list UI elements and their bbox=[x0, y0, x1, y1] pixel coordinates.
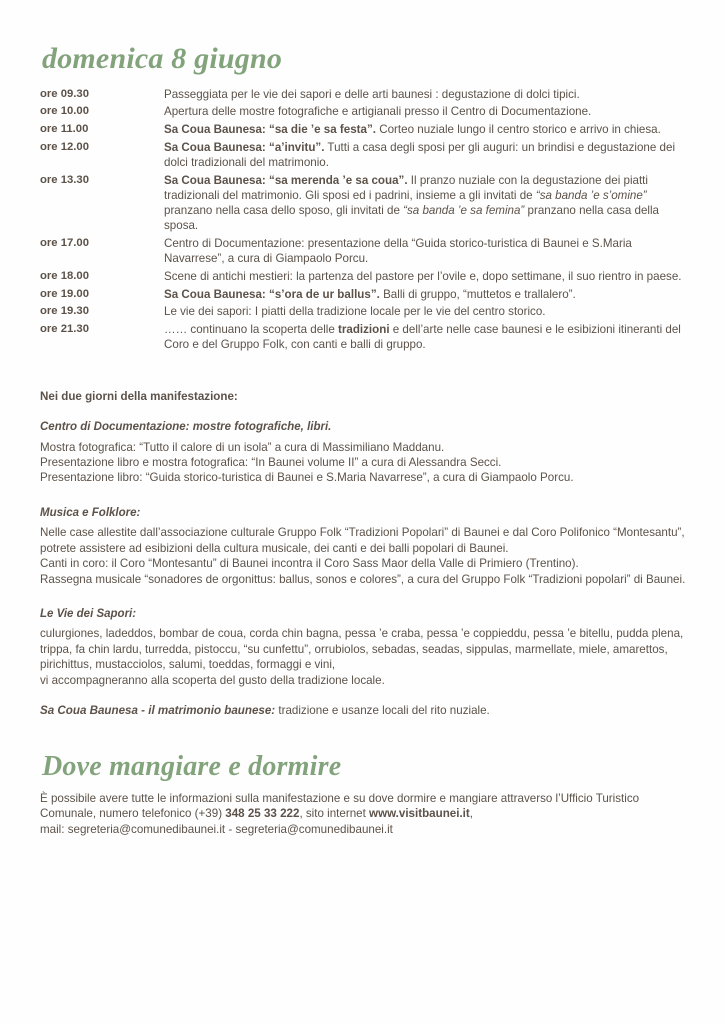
schedule-description bbox=[164, 322, 695, 352]
content-column bbox=[40, 44, 695, 838]
schedule-description bbox=[164, 104, 695, 119]
info-group-line: Presentazione libro e mostra fotografica: “In Baunei volume II” a cura di Alessandra Secci. bbox=[40, 456, 502, 470]
contact-mid-text: , sito internet bbox=[299, 807, 370, 821]
info-groups bbox=[40, 420, 695, 688]
info-group bbox=[40, 506, 695, 587]
schedule-text-fragment: …… continuano la scoperta delle bbox=[164, 322, 339, 336]
schedule-time: ore 17.00 bbox=[40, 236, 89, 249]
schedule-time: ore 19.00 bbox=[40, 287, 89, 300]
schedule-row bbox=[40, 304, 695, 319]
info-group-heading: Le Vie dei Sapori: bbox=[40, 607, 137, 620]
two-days-lead: Nei due giorni della manifestazione: bbox=[40, 389, 238, 403]
schedule-row bbox=[40, 122, 695, 137]
schedule-text-fragment: Scene di antichi mestieri: la partenza del pastore per l’ovile e, dopo settimane, il suo rientro in paese. bbox=[164, 269, 682, 283]
spacer bbox=[40, 486, 695, 506]
schedule-text-fragment: Sa Coua Baunesa: “a’invitu”. bbox=[164, 140, 325, 154]
schedule-time: ore 18.00 bbox=[40, 269, 89, 282]
schedule-text-fragment: Il pranzo nuziale con la degustazione dei piatti tradizionali del matrimonio. Gli sposi ed i padrini, insieme a gli invitati de bbox=[164, 173, 648, 202]
schedule-time: ore 09.30 bbox=[40, 87, 89, 100]
schedule-time: ore 19.30 bbox=[40, 305, 89, 318]
info-group bbox=[40, 420, 695, 486]
schedule-text-fragment: Apertura delle mostre fotografiche e artigianali presso il Centro di Documentazione. bbox=[164, 105, 592, 119]
contact-info bbox=[40, 791, 695, 838]
lodging-title: Dove mangiare e dormire bbox=[42, 751, 342, 783]
info-group bbox=[40, 607, 695, 688]
email-address-1[interactable]: segreteria@comunedibaunei.it bbox=[67, 822, 226, 836]
phone-number[interactable]: 348 25 33 222 bbox=[225, 807, 300, 821]
schedule-time: ore 10.00 bbox=[40, 105, 89, 118]
schedule-text-fragment: “sa banda ’e sa femina” bbox=[403, 204, 525, 218]
schedule-description bbox=[164, 140, 695, 170]
website-link[interactable]: www.visitbaunei.it bbox=[369, 807, 470, 821]
spacer bbox=[40, 688, 695, 703]
info-group-line: Rassegna musicale “sonadores de orgonittus: ballus, sonos e colores”, a cura del Gruppo Folk “Tradizioni popolari” di Baunei. bbox=[40, 572, 686, 586]
schedule-row bbox=[40, 104, 695, 119]
schedule-text-fragment: “sa banda ’e s’omine” bbox=[535, 188, 647, 202]
schedule-row bbox=[40, 236, 695, 266]
schedule-text-fragment: Corteo nuziale lungo il centro storico e arrivo in chiesa. bbox=[376, 123, 661, 136]
schedule-row bbox=[40, 140, 695, 170]
schedule-text-fragment: Tutti a casa degli sposi per gli auguri: un brindisi e degustazione dei dolci tradizionali del matrimonio. bbox=[164, 140, 676, 169]
info-group-line: Canti in coro: il Coro “Montesantu” di Baunei incontra il Coro Sass Maor della Valle di Primiero (Trentino). bbox=[40, 557, 579, 571]
schedule-row bbox=[40, 322, 695, 352]
spacer bbox=[40, 355, 695, 389]
email-separator: - bbox=[225, 822, 236, 836]
page-title: domenica 8 giugno bbox=[42, 42, 283, 75]
schedule-text-fragment: pranzano nella casa dello sposo, gli invitati de bbox=[164, 204, 404, 218]
spacer bbox=[40, 587, 695, 607]
schedule-row bbox=[40, 173, 695, 234]
spacer bbox=[40, 718, 695, 752]
schedule-text-fragment: Balli di gruppo, “muttetos e trallalero”. bbox=[379, 287, 576, 301]
schedule-text-fragment: Sa Coua Baunesa: “s’ora de ur ballus”. bbox=[164, 287, 380, 301]
info-group-line: Nelle case allestite dall’associazione culturale Gruppo Folk “Tradizioni Popolari” di Baunei e dal Coro Polifonico “Montesantu”, potrete assistere ad esibizioni della cultura musicale, dei canti e dei balli popolari di Baunei. bbox=[40, 526, 685, 555]
schedule-text-fragment: Passeggiata per le vie dei sapori e delle arti baunesi : degustazione di dolci tipici. bbox=[164, 87, 580, 101]
schedule-text-fragment: e dell’arte nelle case baunesi e le esibizioni itineranti del Coro e del Gruppo Folk, con canti e balli di gruppo. bbox=[164, 322, 681, 352]
schedule-description bbox=[164, 269, 695, 284]
schedule-list bbox=[40, 87, 695, 353]
schedule-text-fragment: tradizioni bbox=[338, 322, 390, 336]
schedule-text-fragment: Sa Coua Baunesa: “sa merenda ’e sa coua”. bbox=[164, 173, 408, 187]
schedule-time: ore 21.30 bbox=[40, 322, 89, 335]
schedule-text-fragment: pranzano nella casa della sposa. bbox=[164, 204, 660, 233]
schedule-description bbox=[164, 304, 695, 319]
schedule-description bbox=[164, 122, 695, 137]
info-group-heading: Centro di Documentazione: mostre fotografiche, libri. bbox=[40, 421, 332, 434]
schedule-time: ore 11.00 bbox=[40, 123, 89, 135]
info-group-line: vi accompagneranno alla scoperta del gusto della tradizione locale. bbox=[40, 673, 385, 687]
schedule-row bbox=[40, 269, 695, 284]
closing-note bbox=[40, 703, 695, 718]
info-group-line: Presentazione libro: “Guida storico-turistica di Baunei e S.Maria Navarrese”, a cura di Giampaolo Porcu. bbox=[40, 471, 574, 485]
contact-comma: , bbox=[469, 807, 473, 821]
info-group-heading: Musica e Folklore: bbox=[40, 506, 141, 519]
schedule-row bbox=[40, 87, 695, 102]
info-group-line: culurgiones, ladeddos, bombar de coua, corda chin bagna, pessa ’e craba, pessa ’e coppieddu, pessa ’e bitellu, pudda plena, trippa, fa chin lardu, turredda, pistoccu, “su cunfettu”, orrubiolos, sebadas, seadas, sippulas, marmellate, miele, amarettos, pirichittus, mustacciolos, salumi, toeddas, formaggi e vini, bbox=[40, 627, 684, 672]
schedule-description bbox=[164, 287, 695, 302]
mail-label: mail: bbox=[40, 822, 68, 836]
schedule-text-fragment: Le vie dei sapori: I piatti della tradizione locale per le vie del centro storico. bbox=[164, 305, 546, 319]
info-group-line: Mostra fotografica: “Tutto il calore di un isola” a cura di Massimiliano Maddanu. bbox=[40, 440, 445, 454]
contact-intro-text: È possibile avere tutte le informazioni sulla manifestazione e su dove dormire e mangiare attraverso l’Ufficio Turistico Comunale, numero telefonico (+39) bbox=[40, 791, 640, 821]
email-address-2[interactable]: segreteria@comunedibaunei.it bbox=[235, 822, 393, 836]
closing-note-text: tradizione e usanze locali del rito nuziale. bbox=[275, 703, 490, 717]
schedule-time: ore 12.00 bbox=[40, 140, 89, 153]
schedule-description bbox=[164, 236, 695, 266]
schedule-description bbox=[164, 87, 695, 102]
schedule-text-fragment: Centro di Documentazione: presentazione della “Guida storico-turistica di Baunei e S.Maria Navarrese”, a cura di Giampaolo Porcu. bbox=[164, 236, 632, 266]
closing-note-label: Sa Coua Baunesa - il matrimonio baunese: bbox=[40, 703, 276, 717]
schedule-time: ore 13.30 bbox=[40, 173, 89, 186]
schedule-row bbox=[40, 287, 695, 302]
schedule-description bbox=[164, 173, 695, 234]
schedule-text-fragment: Sa Coua Baunesa: “sa die ’e sa festa”. bbox=[164, 123, 376, 136]
